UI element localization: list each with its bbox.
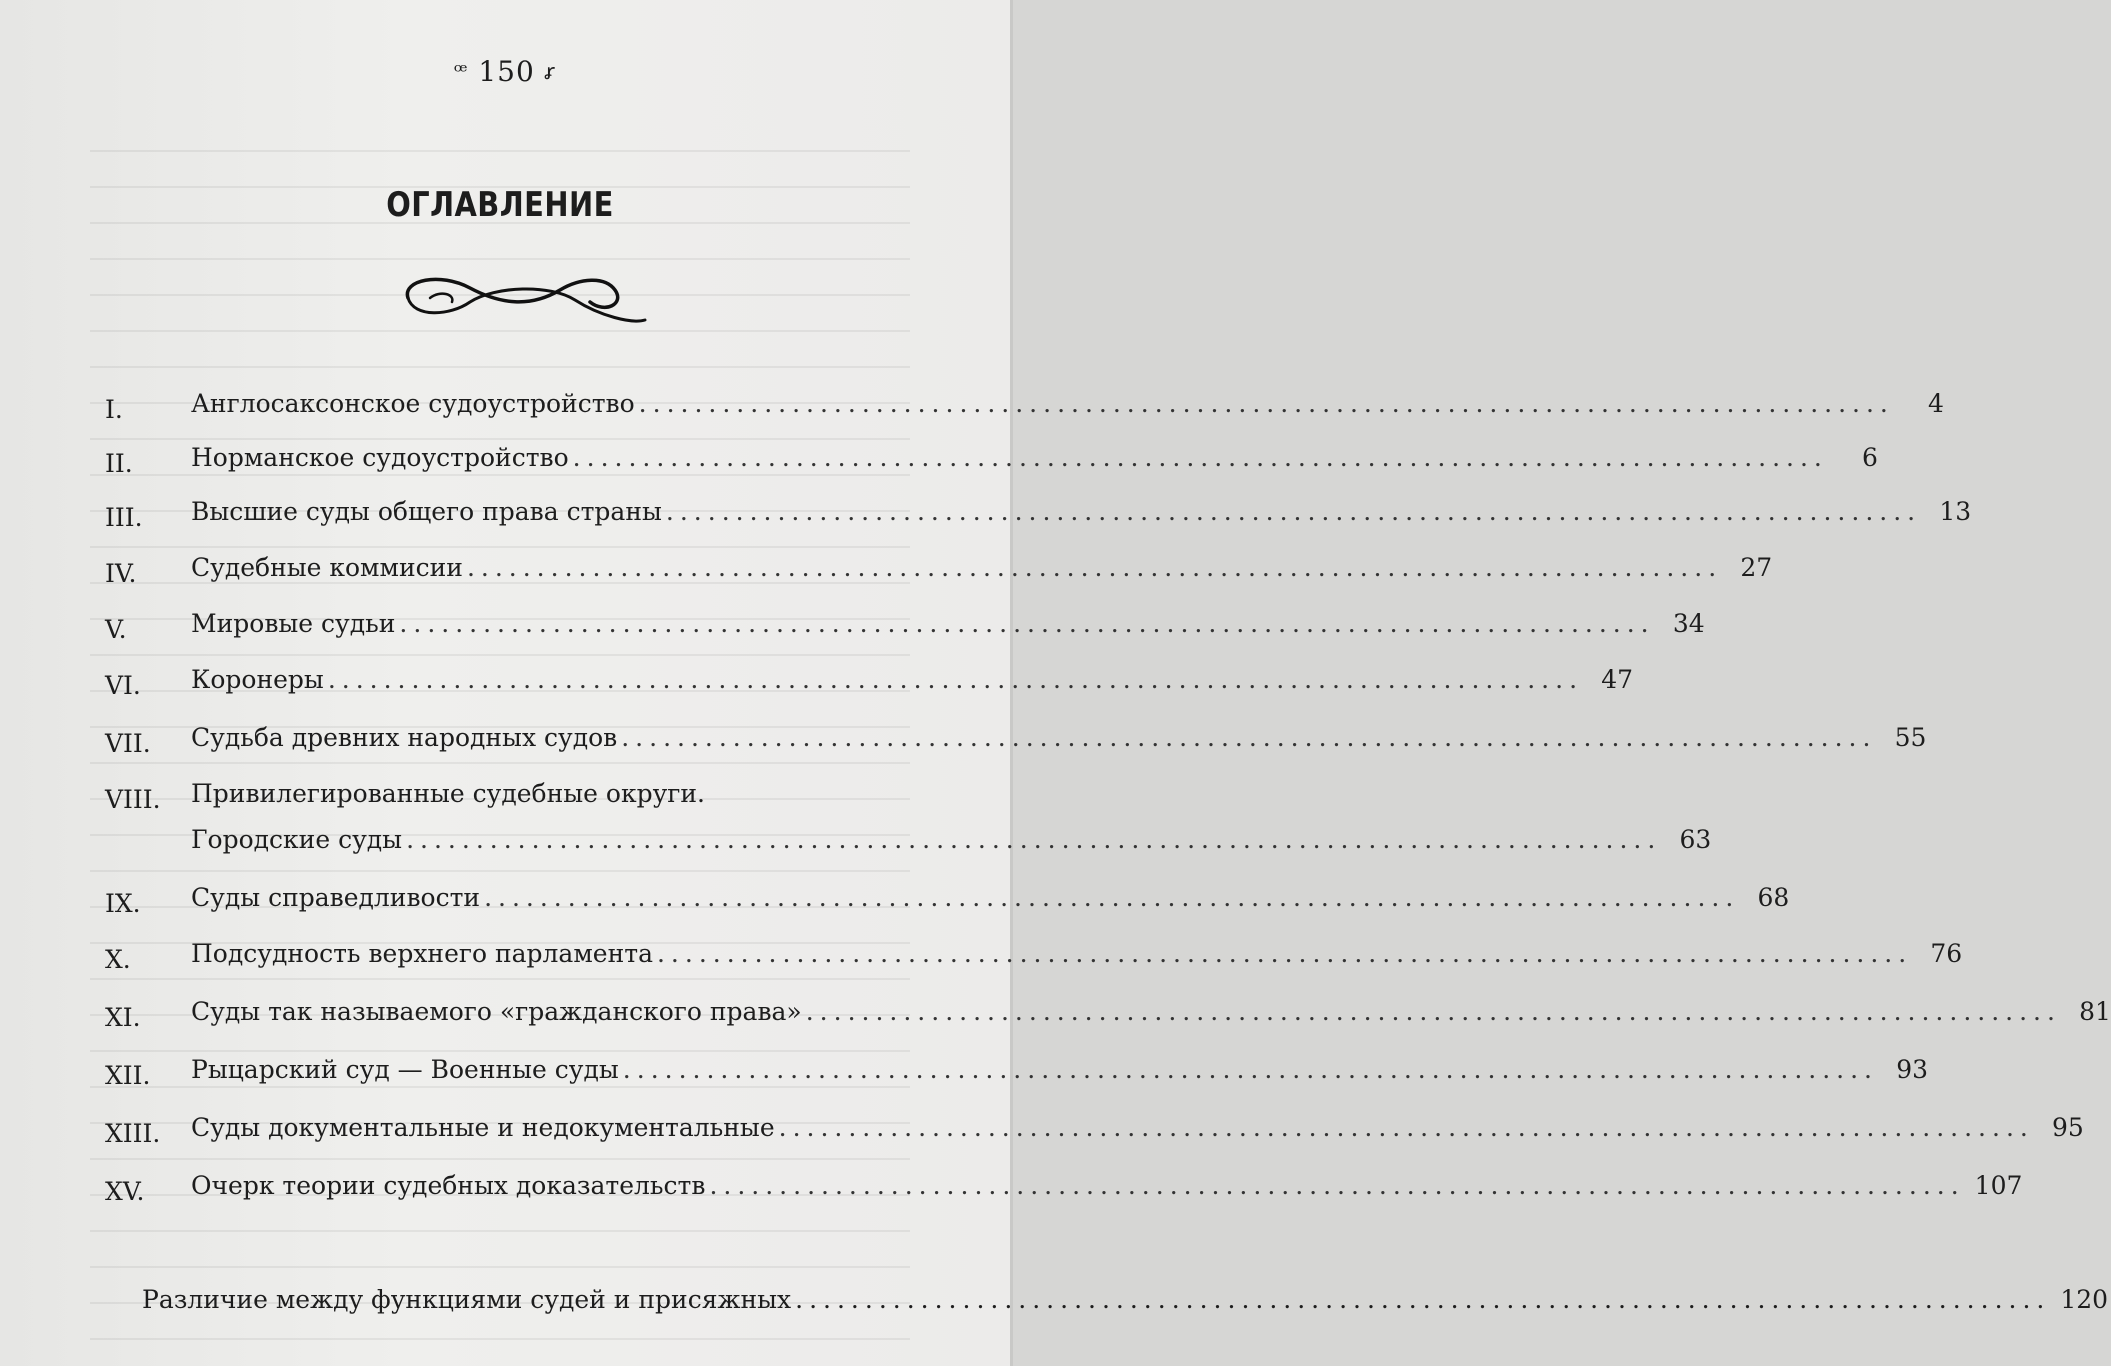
toc-entry-number: VIII. [105,785,161,814]
toc-entry-page: 95 [2052,1113,2084,1142]
toc-dot-leader: .......................................................................................... [572,443,1828,472]
toc-entry-number: VII. [105,729,151,758]
toc-appendix-page: 120 [2060,1285,2109,1314]
toc-entry [105,384,1944,424]
toc-entry-title: Высшие суды общего права страны [191,497,662,526]
toc-entry-page: 76 [1930,939,1963,968]
toc-entry-page: 107 [1974,1171,2023,1200]
toc-entry-page: 27 [1740,553,1773,582]
toc-dot-leader: .......................................................................................... [656,939,1913,968]
toc-entry-title: Рыцарский суд — Военные суды [191,1055,619,1084]
toc-entry-title: Очерк теории судебных доказательств [191,1171,706,1200]
toc-entry-title: Коронеры [191,665,324,694]
toc-entry-number: XII. [105,1061,151,1090]
toc-dot-leader: .......................................................................................... [805,997,2061,1026]
toc-entry-page: 47 [1601,665,1634,694]
toc-entry-title: Судебные коммисии [191,553,463,582]
toc-entry [105,1166,2023,1206]
toc-entry [105,878,1790,918]
toc-appendix-entry [142,1280,2109,1320]
toc-entry-number: VI. [105,671,141,700]
toc-entry-number: XI. [105,1003,141,1032]
toc-entry-page: 4 [1927,389,1944,418]
toc-entry [105,492,1972,532]
toc-entry-number: XIII. [105,1119,161,1148]
toc-entry-number: X. [105,945,131,974]
toc-entry-page: 68 [1757,883,1790,912]
toc-entry-page: 81 [2079,997,2111,1026]
toc-entry [105,934,1963,974]
toc-entry-title: Суды справедливости [191,883,481,912]
page-title: ОГЛАВЛЕНИЕ [386,185,614,225]
toc-entry-title: Норманское судоустройство [191,443,569,472]
toc-entry [105,660,1634,700]
toc-entry-page: 13 [1939,497,1972,526]
toc-entry-number: III. [105,503,143,532]
toc-dot-leader: .......................................................................................... [795,1285,2051,1314]
toc-entry [105,1050,1929,1090]
toc-dot-leader: .......................................................................................... [621,723,1877,752]
toc-entry [105,438,1878,478]
toc-entry-number: II. [105,449,133,478]
toc-entry-number: IX. [105,889,141,918]
toc-entry-number: IV. [105,559,137,588]
toc-entry-number: V. [105,615,127,644]
toc-entry-title-line1: Привилегированные судебные округи. [191,779,705,808]
toc-appendix-title: Различие между функциями судей и присяжных [142,1285,792,1314]
toc-dot-leader: .......................................................................................... [466,553,1723,582]
toc-entry-page: 6 [1861,443,1878,472]
toc-entry [105,548,1773,588]
toc-entry-page: 63 [1679,825,1712,854]
toc-entry-title: Суды так называемого «гражданского права» [191,997,802,1026]
toc-entry [105,718,1927,758]
toc-entry-title: Суды документальные и недокументальные [191,1113,775,1142]
toc-dot-leader: .......................................................................................... [665,497,1922,526]
toc-dot-leader: .......................................................................................... [406,825,1662,854]
toc-entry-title: Англосаксонское судоустройство [191,389,635,418]
toc-dot-leader: .......................................................................................... [399,609,1655,638]
toc-entry-page: 93 [1896,1055,1929,1084]
toc-entry-title: Мировые судьи [191,609,396,638]
toc-entry-number: XV. [105,1177,145,1206]
toc-dot-leader: .......................................................................................... [709,1171,1965,1200]
toc-dot-leader: .......................................................................................... [778,1113,2034,1142]
page-number-value: 150 [478,55,535,88]
toc-entry-title: Судьба древних народных судов [191,723,618,752]
page-ornament-right: ꭉ [544,60,557,85]
toc-entry-page: 34 [1672,609,1705,638]
toc-dot-leader: .......................................................................................... [327,665,1584,694]
toc-entry-title: Городские суды [191,825,403,854]
toc-entry-number: I. [105,395,123,424]
toc-entry [105,992,2111,1032]
page-ornament-left: ꟹ [453,60,469,85]
toc-entry [105,779,1712,860]
toc-dot-leader: .......................................................................................... [638,389,1894,418]
toc-entry-page: 55 [1894,723,1927,752]
toc-entry-title: Подсудность верхнего парламента [191,939,653,968]
toc-entry [105,1108,2084,1148]
toc-dot-leader: .......................................................................................... [484,883,1740,912]
toc-entry [105,604,1705,644]
toc-dot-leader: .......................................................................................... [622,1055,1879,1084]
